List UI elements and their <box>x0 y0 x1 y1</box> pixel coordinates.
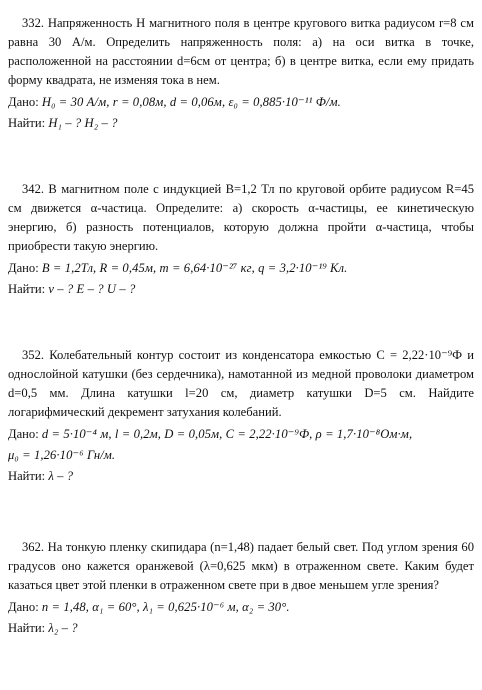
find-label: Найти: <box>8 469 46 483</box>
find-line <box>8 618 474 639</box>
problem-332 <box>8 14 474 134</box>
given-line-continued <box>8 445 474 466</box>
given-label: Дано: <box>8 261 39 275</box>
find-values: v – ? E – ? U – ? <box>48 282 136 296</box>
given-label: Дано: <box>8 600 39 614</box>
find-values: λ – ? <box>48 469 74 483</box>
problem-statement: 342. В магнитном поле с индукцией В=1,2 Тл по круговой орбите радиусом R=45 см движется α-частица. Определите: а) скорость α-частицы, ее кинетическую энергию, б) разность потенциалов, которую должна пройти α-частица, чтобы приобрести такую энергию. <box>8 182 474 253</box>
given-label: Дано: <box>8 95 39 109</box>
find-values: H₁ – ? H₂ – ? <box>48 116 118 130</box>
given-values: H₀ = 30 А/м, r = 0,08м, d = 0,06м, ε₀ = 0,885·10⁻¹¹ Ф/м. <box>41 95 341 109</box>
given-values: d = 5·10⁻⁴ м, l = 0,2м, D = 0,05м, C = 2,22·10⁻⁹Ф, ρ = 1,7·10⁻⁸Ом·м, <box>41 427 413 441</box>
given-values: B = 1,2Тл, R = 0,45м, m = 6,64·10⁻²⁷ кг, q = 3,2·10⁻¹⁹ Кл. <box>41 261 348 275</box>
given-line <box>8 424 474 445</box>
problem-statement: 332. Напряженность Н магнитного поля в центре кругового витка радиусом r=8 см равна 30 А/м. Определить напряженность поля: а) на оси витка в точке, расположенной на расстоянии d=6см от центра; б) в центре витка, если ему придать форму квадрата, не изменяя тока в нем. <box>8 16 474 87</box>
find-line <box>8 113 474 134</box>
find-label: Найти: <box>8 282 46 296</box>
given-values-continued: μ₀ = 1,26·10⁻⁶ Гн/м. <box>8 448 116 462</box>
given-label: Дано: <box>8 427 39 441</box>
problem-352 <box>8 346 474 487</box>
given-values: n = 1,48, α₁ = 60°, λ₁ = 0,625·10⁻⁶ м, α₂ = 30°. <box>41 600 290 614</box>
problem-342 <box>8 180 474 300</box>
given-line <box>8 597 474 618</box>
find-label: Найти: <box>8 621 46 635</box>
find-line <box>8 466 474 487</box>
problem-statement: 362. На тонкую пленку скипидара (n=1,48) падает белый свет. Под углом зрения 60 градусов оно кажется оранжевой (λ=0,625 мкм) в отраженном свете. Каким будет казаться цвет этой пленки в отраженном свете при в двое меньшем угле зрения? <box>8 540 474 592</box>
find-line <box>8 279 474 300</box>
given-line <box>8 92 474 113</box>
problem-statement: 352. Колебательный контур состоит из конденсатора емкостью C = 2,22·10⁻⁹Ф и однослойной катушки (без сердечника), намотанной из медной проволоки диаметром d=0,5 мм. Длина катушки l=20 см, диаметр катушки D=5 см. Найдите логарифмический декремент затухания колебаний. <box>8 348 474 419</box>
find-label: Найти: <box>8 116 46 130</box>
problem-362 <box>8 538 474 639</box>
given-line <box>8 258 474 279</box>
find-values: λ₂ – ? <box>48 621 78 635</box>
